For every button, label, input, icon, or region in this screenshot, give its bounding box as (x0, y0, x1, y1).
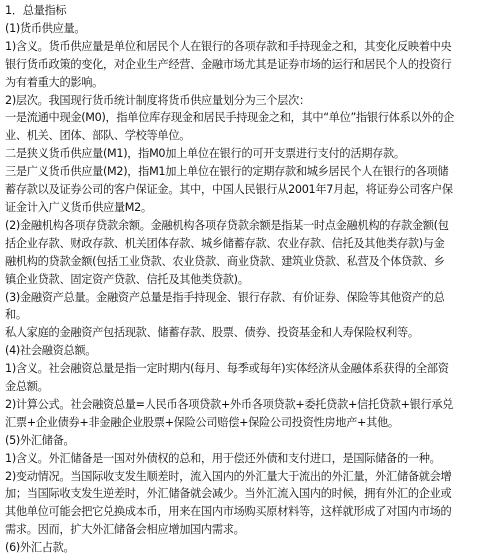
subheading-fx-reserves: (5)外汇储备。 (5, 433, 75, 447)
subheading-fx-funds: (6)外汇占款。 (5, 541, 75, 555)
paragraph-line: 加；当国际收支发生逆差时，外汇储备就会减少。当外汇流入国内的时候，拥有外汇的企业或 (5, 487, 452, 501)
paragraph-line: 1)含义。货币供应量是单位和居民个人在银行的各项存款和手持现金之和，其变化反映着中央 (5, 39, 452, 53)
section-heading: 1．总量指标 (5, 4, 67, 17)
paragraph-line: 金总额。 (5, 380, 49, 394)
paragraph-line: 汇票+企业债券+非金融企业股票+保险公司赔偿+保险公司投资性房地产+其他。 (5, 415, 399, 429)
paragraph-line: 1)含义。外汇储备是一国对外债权的总和，用于偿还外债和支付进口，是国际储备的一种。 (5, 451, 441, 465)
paragraph-line: 二是狭义货币供应量(M1)，指M0加上单位在银行的可开支票进行支付的活期存款。 (5, 147, 405, 161)
paragraph-line: 镇企业贷款、固定资产贷款、信托及其他类贷款)。 (5, 272, 249, 286)
paragraph-line: 银行货币政策的变化，对企业生产经营、金融市场尤其是证券市场的运行和居民个人的投资行 (5, 57, 452, 71)
paragraph-line: 括企业存款、财政存款、机关团体存款、城乡储蓄存款、农业存款、信托及其他类存款)与金 (5, 236, 445, 250)
subheading-loan-balance: (2)金融机构各项存贷款余额。金融机构各项存贷款余额是指某一时点金融机构的存款金额(包 (5, 218, 449, 232)
paragraph-line: 2)计算公式。社会融资总量=人民币各项贷款+外币各项贷款+委托贷款+信托贷款+银行承兑 (5, 397, 454, 411)
paragraph-line: 和。 (5, 308, 27, 322)
subheading-money-supply: (1)货币供应量。 (5, 21, 86, 35)
subheading-financial-assets: (3)金融资产总量。金融资产总量是指手持现金、银行存款、有价证券、保险等其他资产的总 (5, 290, 445, 304)
paragraph-line: 业、机关、团体、部队、学校等单位。 (5, 129, 191, 143)
paragraph-line: 2)变动情况。当国际收支发生顺差时，流入国内的外汇量大于流出的外汇量，外汇储备就会增 (5, 469, 452, 483)
paragraph-line: 融机构的贷款金额(包括工业贷款、农业贷款、商业贷款、建筑业贷款、私营及个体贷款、乡 (5, 254, 445, 268)
subheading-social-financing: (4)社会融资总额。 (5, 344, 97, 358)
paragraph-line: 其他单位可能会把它兑换成本币，用来在国内市场购买原材料等，这样就形成了对国内市场的 (5, 505, 452, 519)
paragraph-line: 三是广义货币供应量(M2)，指M1加上单位在银行的定期存款和城乡居民个人在银行的各项储 (5, 165, 449, 179)
paragraph-line: 证金计入广义货币供应量M2。 (5, 200, 152, 214)
paragraph-line: 私人家庭的金融资产包括现款、储蓄存款、股票、债券、投资基金和人寿保险权利等。 (5, 326, 419, 340)
paragraph-line: 为有着重大的影响。 (5, 75, 103, 89)
paragraph-line: 需求。因而，扩大外汇储备会相应增加国内需求。 (5, 523, 245, 537)
paragraph-line: 1)含义。社会融资总量是指一定时期内(每月、每季或每年)实体经济从金融体系获得的全部资 (5, 362, 449, 376)
paragraph-line: 一是流通中现金(M0)，指单位库存现金和居民手持现金之和，其中“单位”指银行体系以外的企 (5, 111, 455, 125)
paragraph-line: 2)层次。我国现行货币统计制度将货币供应量划分为三个层次： (5, 93, 310, 107)
paragraph-line: 蓄存款以及证券公司的客户保证金。其中，中国人民银行从2001年7月起，将证券公司客户保 (5, 183, 453, 197)
